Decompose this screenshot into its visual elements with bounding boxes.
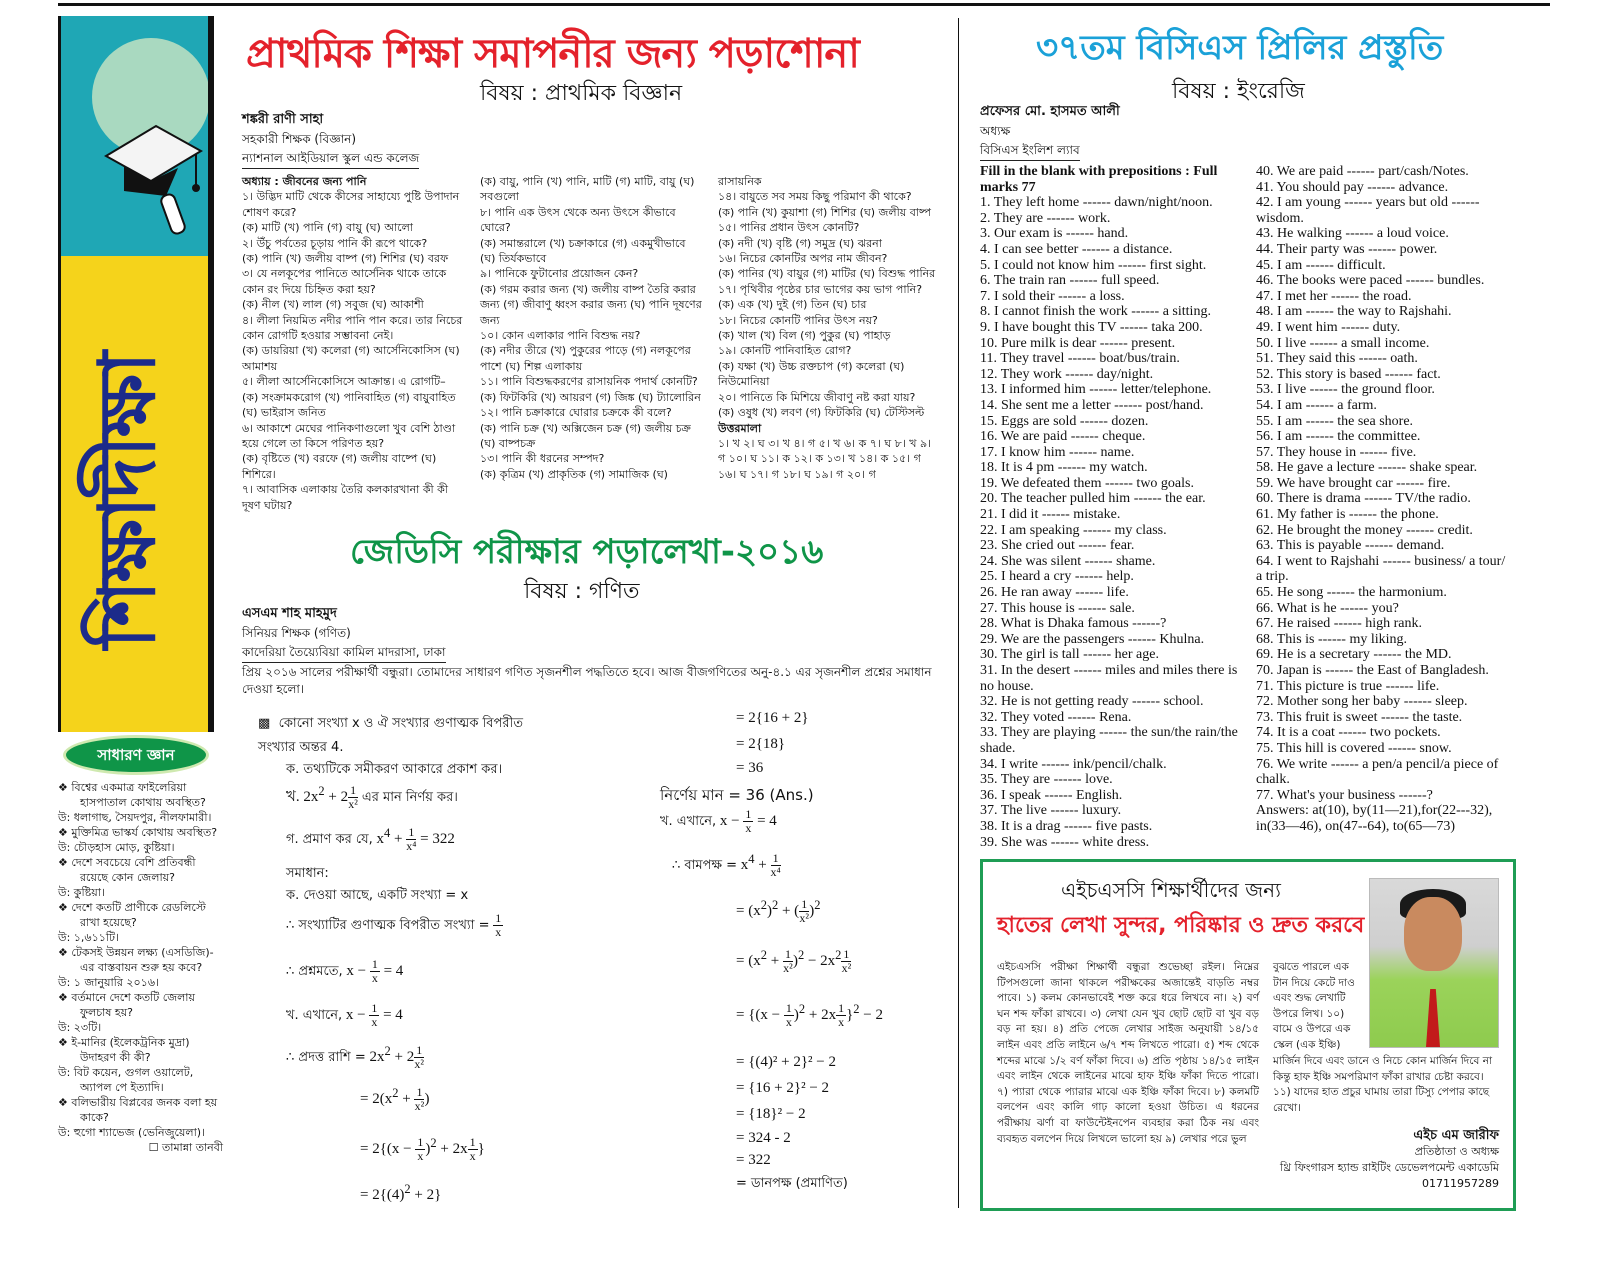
exercise-item: 4. I can see better ------ a distance. xyxy=(980,241,1173,257)
exercise-item: 12. They work ------ day/night. xyxy=(980,366,1154,382)
question: ১৮। নিচের কোনটি পানির উৎস নয়? xyxy=(718,313,878,327)
options: (ক) খাল (খ) বিল (গ) পুকুর (ঘ) পাহাড় xyxy=(718,329,891,343)
author-title: সিনিয়র শিক্ষক (গণিত) xyxy=(242,626,351,640)
exercise-item: 21. I did it ------ mistake. xyxy=(980,507,1121,523)
options: (ক) কৃত্রিম (খ) প্রাকৃতিক (গ) সামাজিক (ঘ) xyxy=(480,467,668,481)
exercise-item: 48. I am ------ the way to Rajshahi. xyxy=(1256,304,1452,320)
bcs-column-2 xyxy=(1256,164,1514,835)
question-stem-2: সংখ্যার অন্তর 4. xyxy=(258,740,344,755)
gk-answer: উ: ধলাগাছ, সৈয়দপুর, নীলফামারী। xyxy=(58,811,212,824)
exercise-item: 14. She sent me a letter ------ post/hand. xyxy=(980,397,1204,413)
result-step: = 322 xyxy=(736,1152,771,1168)
masthead-left-rule xyxy=(58,16,61,732)
question: ৭। আবাসিক এলাকায় তৈরি কলকারখানা কী কী দূষণ ঘটায়? xyxy=(242,483,449,512)
result-proved: = ডানপক্ষ (প্রমাণিত) xyxy=(736,1176,848,1191)
exercise-item: Answers: at(10), by(11—21),for(22---32), in(33—46), on(47--64), to(65—73) xyxy=(1256,803,1493,834)
exercise-item: 26. He ran away ------ life. xyxy=(980,585,1129,601)
solution-label: সমাধান: xyxy=(286,866,329,881)
question-stem: ▩ কোনো সংখ্যা x ও ঐ সংখ্যার গুণাত্মক বিপরীত xyxy=(258,716,523,731)
question-ka: ক. তথ্যটিকে সমীকরণ আকারে প্রকাশ কর। xyxy=(286,762,503,777)
question: ৫। লীলা আর্সেনিকোসিসে আক্রান্ত। এ রোগটি– (ক) সংক্রামকরোগ (খ) পানিবাহিত (গ) বায়ুবাহিত (ঘ) ভাইরাস জনিত xyxy=(242,375,456,420)
top-rule xyxy=(58,3,1550,6)
result-answer: নির্ণেয় মান = 36 (Ans.) xyxy=(660,786,814,804)
exercise-item: 38. It is a drag ------ five pasts. xyxy=(980,818,1153,834)
author-institution: ন্যাশনাল আইডিয়াল স্কুল এন্ড কলেজ xyxy=(242,150,419,169)
question: ৮। পানি এক উৎস থেকে অন্য উৎসে কীভাবে ঘোরে? xyxy=(480,205,676,235)
options: (ক) পানির (খ) বায়ুর (গ) মাটির (ঘ) বিশুদ্ধ পানির xyxy=(718,267,936,281)
exercise-title: Fill in the blank with prepositions : Full marks 77 xyxy=(980,164,1218,195)
exercise-item: 71. This picture is true ------ life. xyxy=(1256,678,1440,694)
solution-step: = 2{(x − $\frac{1}{x}$ )$^2$ + 2x $\frac{1}{x}$ } xyxy=(360,1135,485,1164)
exercise-item: 11. They travel ------ boat/bus/train. xyxy=(980,351,1180,367)
exercise-item: 7. I sold their ------ a loss. xyxy=(980,288,1125,304)
exercise-item: 58. He gave a lecture ------ shake spear. xyxy=(1256,460,1478,476)
exercise-item: 37. The live ------ luxury. xyxy=(980,803,1122,819)
question: ৬। আকাশে মেঘের পানিকণাগুলো খুব বেশি ঠাণ্ডা হয়ে গেলে তা কিসে পরিণত হয়? xyxy=(242,421,456,450)
ad-title: হাতের লেখা সুন্দর, পরিষ্কার ও দ্রুত করবে xyxy=(997,913,1365,938)
author-institution: থ্রি ফিংগারস হ্যান্ড রাইটিং ডেভেলপমেন্ট একাডেমি xyxy=(1280,1161,1499,1174)
options: (ক) বৃষ্টিতে (খ) বরফে (গ) জলীয় বাষ্পে (ঘ) শিশিরে। xyxy=(242,452,437,481)
exercise-item: 5. I could not know him ------ first sight. xyxy=(980,257,1207,273)
exercise-items xyxy=(980,195,1242,850)
gk-question: ❖ বিশ্বের একমাত্র ফাইলেরিয়া হাসপাতাল কোথায় অবস্থিত? xyxy=(58,781,206,809)
exercise-item: 27. This house is ------ sale. xyxy=(980,600,1135,616)
question: ২। উঁচু পর্বতের চূড়ায় পানি কী রূপে থাকে? xyxy=(242,236,428,250)
exercise-item: 53. I live ------ the ground floor. xyxy=(1256,382,1435,398)
solution-expression: ∴ প্রদত্ত রাশি = $2x^2 + 2$ $\frac{1}{\text{x²}}$ xyxy=(286,1043,424,1072)
exercise-item: 70. Japan is ------ the East of Bangladesh. xyxy=(1256,663,1489,678)
exercise-item: 55. I am ------ the sea shore. xyxy=(1256,413,1414,429)
question: ১২। পানি চক্রাকারে ঘোরার চক্রকে কী বলে? xyxy=(480,406,672,420)
handwriting-ad-box xyxy=(980,859,1516,1211)
exercise-item: 8. I cannot finish the work ------ a sitting. xyxy=(980,304,1211,320)
exercise-item: 50. I live ------ a small income. xyxy=(1256,335,1430,351)
options: (ক) বায়ু, পানি (খ) পানি, মাটি (গ) মাটি, বায়ু (ঘ) সবগুলো xyxy=(480,175,695,204)
exercise-item: 44. Their party was ------ power. xyxy=(1256,241,1438,257)
exercise-item: 16. We are paid ------ cheque. xyxy=(980,429,1146,445)
options: (ক) পানি (খ) জলীয় বাষ্প (গ) শিশির (ঘ) বরফ xyxy=(242,252,449,266)
solution-reciprocal: ∴ সংখ্যাটির গুণাত্মক বিপরীত সংখ্যা = $\frac{1}{x}$ xyxy=(286,911,502,939)
options: (ক) পানি চক্র (খ) অক্সিজেন চক্র (গ) জলীয় চক্র (ঘ) বাষ্পচক্র xyxy=(480,421,691,450)
exercise-item: 13. I informed him ------ letter/telephone. xyxy=(980,382,1212,398)
gk-answer: উ: চৌড়হাস মোড়, কুষ্টিয়া। xyxy=(58,841,175,854)
result-step: = {16 + 2}² − 2 xyxy=(736,1080,830,1096)
gk-question: ❖ দেশে সবচেয়ে বেশি প্রতিবন্ধী রয়েছে কোন জেলায়? xyxy=(58,856,196,884)
question: ১। উদ্ভিদ মাটি থেকে কীসের সাহায্যে পুষ্টি উপাদান শোষণ করে? xyxy=(242,190,460,219)
exercise-item: 67. He raised ------ high rank. xyxy=(1256,616,1422,632)
primary-column-2 xyxy=(480,174,702,482)
result-step: = 324 - 2 xyxy=(736,1130,791,1146)
options: (ক) গরম করার জন্য (খ) জলীয় বাষ্প তৈরি করার জন্য (গ) জীবাণু ধ্বংস করার জন্য (ঘ) পানি দূষণের জন্য xyxy=(480,282,702,327)
question: ১৯। কোনটি পানিবাহিত রোগ? xyxy=(718,344,852,358)
author-name: শঙ্করী রাণী সাহা xyxy=(242,112,324,127)
gk-answer: উ: ১ জানুয়ারি ২০১৬। xyxy=(58,976,159,989)
bcs-heading: ৩৭তম বিসিএস প্রিলির প্রস্তুতি xyxy=(1036,28,1444,68)
exercise-item: 1. They left home ------ dawn/night/noon. xyxy=(980,195,1213,211)
square-bullet-icon: ▩ xyxy=(258,716,271,731)
exercise-item: 23. She cried out ------ fear. xyxy=(980,538,1135,554)
question: ১৬। নিচের কোনটির অপর নাম জীবন? xyxy=(718,252,888,266)
gk-credit: ☐ তামান্না তানবী xyxy=(148,1141,223,1154)
question: ৪। লীলা নিয়মিত নদীর পানি পান করে। তার নিচের কোন রোগটি হওয়ার সম্ভাবনা নেই। xyxy=(242,313,463,343)
exercise-item: 10. Pure milk is dear ------ present. xyxy=(980,335,1176,351)
author-title: অধ্যক্ষ xyxy=(980,124,1011,138)
answer-key-title: উত্তরমালা xyxy=(718,421,762,435)
exercise-item: 32. They voted ------ Rena. xyxy=(980,709,1132,725)
exercise-item: 40. We are paid ------ part/cash/Notes. xyxy=(1256,164,1469,179)
exercise-item: 57. They house in ------ five. xyxy=(1256,444,1417,460)
masthead-banner xyxy=(58,16,224,732)
exercise-item: 54. I am ------ a farm. xyxy=(1256,397,1377,413)
exercise-item: 15. Eggs are sold ------ dozen. xyxy=(980,413,1149,429)
question: ৩। যে নলকূপের পানিতে আর্সেনিক থাকে তাকে কোন রং দিয়ে চিহ্নিত করা হয়? xyxy=(242,267,447,296)
exercise-item: 33. They are playing ------ the sun/the rain/the shade. xyxy=(980,725,1238,756)
graduation-cap-icon xyxy=(96,96,206,236)
exercise-item: 39. She was ------ white dress. xyxy=(980,834,1150,850)
exercise-item: 2. They are ------ work. xyxy=(980,210,1111,226)
solution-step: = $2\{(4)^2 + 2\}$ xyxy=(360,1182,442,1203)
exercise-item: 56. I am ------ the committee. xyxy=(1256,429,1421,445)
exercise-items xyxy=(1256,164,1514,835)
exercise-item: 62. He brought the money ------ credit. xyxy=(1256,522,1473,538)
author-name: প্রফেসর মো. হাসমত আলী xyxy=(980,104,1120,119)
jdc-heading: জেডিসি পরীক্ষার পড়ালেখা-২০১৬ xyxy=(350,532,824,572)
question: ১১। পানি বিশুদ্ধকরণের রাসায়নিক পদার্থ কোনটি? xyxy=(480,375,698,389)
gk-question: ❖ ই-মানির (ইলেকট্রনিক মুদ্রা) উদাহরণ কী কী? xyxy=(58,1036,190,1064)
options: (ক) পানি (খ) কুয়াশা (গ) শিশির (ঘ) জলীয় বাষ্প xyxy=(718,205,931,219)
exercise-item: 22. I am speaking ------ my class. xyxy=(980,522,1167,538)
primary-heading: প্রাথমিক শিক্ষা সমাপনীর জন্য পড়াশোনা xyxy=(246,31,859,77)
solution-kha: খ. এখানে, x − $\frac{1}{x}$ = 4 xyxy=(286,1001,403,1029)
gk-answer: উ: ১,৬১১টি। xyxy=(58,931,119,944)
exercise-item: 72. Mother song her baby ------ sleep. xyxy=(1256,694,1468,710)
result-step: = 2{18} xyxy=(736,736,786,752)
gk-question: ❖ দেশে কতটি প্রাণীকে রেডলিস্টে রাখা হয়েছে? xyxy=(58,901,206,929)
question: ১৫। পানির প্রধান উৎস কোনটি? xyxy=(718,221,860,235)
exercise-item: 60. There is drama ------ TV/the radio. xyxy=(1256,491,1471,507)
options: (ক) নদীর তীরে (খ) পুকুরের পাড়ে (গ) নলকূপের পাশে (ঘ) শিল্প এলাকায় xyxy=(480,344,691,373)
author-title: প্রতিষ্ঠাতা ও অধ্যক্ষ xyxy=(1414,1145,1499,1158)
primary-subject: বিষয় : প্রাথমিক বিজ্ঞান xyxy=(480,81,683,106)
exercise-item: 25. I heard a cry ------ help. xyxy=(980,569,1134,585)
result-lhs: ∴ বামপক্ষ = $x^4$ + $\frac{1}{\text{x⁴}}$ xyxy=(672,851,781,880)
exercise-item: 9. I have bought this TV ------ taka 200. xyxy=(980,319,1203,335)
exercise-item: 69. He is a secretary ------ the MD. xyxy=(1256,647,1452,663)
chapter-title: অধ্যায় : জীবনের জন্য পানি xyxy=(242,175,367,188)
exercise-item: 76. We write ------ a pen/a pencil/a piece of chalk. xyxy=(1256,756,1499,788)
ad-body-right-bottom: মার্জিন দিবে এবং ডানে ও নিচে কোন মার্জিন দিবে না কিন্তু হাফ ইঞ্চি সমপরিমাণ ফাঁকা রাখার চেষ্টা করবে। ১১) যাদের হাত প্রচুর ঘামায় তারা টিস্যু পেপার কাছে রেখো। xyxy=(1273,1055,1493,1114)
result-step: = 2{16 + 2} xyxy=(736,710,809,726)
options: (ক) ওষুধ (খ) লবণ (গ) ফিটকিরি (ঘ) টেস্টিসল্ট xyxy=(718,406,925,420)
result-step: = 36 xyxy=(736,760,764,776)
masthead-title: শিক্ষাদীক্ষা xyxy=(83,353,173,649)
options: (ক) ডায়রিয়া (খ) কলেরা (গ) আর্সেনিকোসিস (ঘ) আমাশয় xyxy=(242,344,460,373)
gk-answer: উ: হুগো শ্যাভেজ (ভেনিজুয়েলা)। xyxy=(58,1126,205,1139)
exercise-item: 29. We are the passengers ------ Khulna. xyxy=(980,631,1205,647)
bcs-subject: বিষয় : ইংরেজি xyxy=(1172,79,1305,104)
jdc-subject: বিষয় : গণিত xyxy=(524,579,640,604)
result-step: = {(x − $\frac{1}{x}$ )$^2$ + 2x $\frac{1}{x}$ }$^2$ − 2 xyxy=(736,1001,884,1030)
exercise-item: 77. What's your business ------? xyxy=(1256,787,1433,803)
exercise-item: 75. This hill is covered ------ snow. xyxy=(1256,740,1452,756)
bcs-column-1 xyxy=(980,164,1242,850)
options: (ক) যক্ষা (খ) উচ্চ রক্তচাপ (গ) কলেরা (ঘ) নিউমোনিয়া xyxy=(718,359,905,389)
exercise-item: 30. The girl is tall ------ her age. xyxy=(980,647,1159,663)
question: ১৩। পানি কী ধরনের সম্পদ? xyxy=(480,452,605,466)
bcs-author xyxy=(980,102,1240,161)
options: (ক) এক (খ) দুই (গ) তিন (ঘ) চার xyxy=(718,298,867,312)
exercise-item: 66. What is he ------ you? xyxy=(1256,600,1399,616)
gk-question: ❖ বলিভারীয় বিপ্লবের জনক বলা হয় কাকে? xyxy=(58,1096,218,1124)
gk-question: ❖ টেকসই উন্নয়ন লক্ষ্য (এসডিজি)-এর বাস্তবায়ন শুরু হয় কবে? xyxy=(58,946,214,974)
question: ১০। কোন এলাকার পানি বিশুদ্ধ নয়? xyxy=(480,329,641,343)
result-step: = ($x^2$ + $\frac{1}{\text{x²}}$ )$^2 - 2x^2$ $\frac{1}{\text{x²}}$ xyxy=(736,947,852,976)
exercise-item: 34. I write ------ ink/pencil/chalk. xyxy=(980,756,1167,772)
result-step: = {(4)² + 2}² − 2 xyxy=(736,1054,837,1070)
question: ১৪। বায়ুতে সব সময় কিছু পরিমাণ কী থাকে? xyxy=(718,190,912,204)
question: ২০। পানিতে কি মিশিয়ে জীবাণু নষ্ট করা যায়? xyxy=(718,390,916,404)
author-photo xyxy=(1369,878,1499,1048)
column-divider xyxy=(958,18,959,1208)
author-phone: 01711957289 xyxy=(1422,1177,1499,1190)
exercise-item: 45. I am ------ difficult. xyxy=(1256,257,1386,273)
exercise-item: 35. They are ------ love. xyxy=(980,772,1113,788)
question: ৯। পানিকে ফুটানোর প্রয়োজন কেন? xyxy=(480,267,639,281)
exercise-item: 42. I am young ------ years but old ------ wisdom. xyxy=(1256,195,1480,226)
author-institution: বিসিএস ইংলিশ ল্যাব xyxy=(980,142,1080,161)
gk-question: ❖ বর্তমানে দেশে কতটি জেলায় ফুলচাষ হয়? xyxy=(58,991,195,1019)
solution-equation: ∴ প্রশ্নমতে, x − $\frac{1}{x}$ = 4 xyxy=(286,957,404,985)
gk-badge: সাধারণ জ্ঞান xyxy=(66,738,206,772)
ad-heading: এইচএসসি শিক্ষার্থীদের জন্য xyxy=(1061,878,1281,902)
exercise-item: 49. I went him ------ duty. xyxy=(1256,319,1401,335)
exercise-item: 36. I speak ------ English. xyxy=(980,787,1123,803)
gk-question: ❖ মুক্তিমিত্র ভাস্কর্য কোথায় অবস্থিত? xyxy=(58,826,218,839)
result-step: = $(x^2)^2$ + ( $\frac{1}{\text{x²}}$ )$^2$ xyxy=(736,897,821,926)
options: (ক) ফিটকিরি (খ) আয়রণ (গ) জিঙ্ক (ঘ) ট্যালোরিন xyxy=(480,390,701,404)
exercise-item: 61. My father is ------ the phone. xyxy=(1256,507,1439,523)
exercise-item: 65. He song ------ the harmonium. xyxy=(1256,585,1447,601)
options: (ক) নীল (খ) লাল (গ) সবুজ (ঘ) আকাশী xyxy=(242,298,424,312)
result-kha: খ. এখানে, x − $\frac{1}{x}$ = 4 xyxy=(660,807,777,835)
exercise-item: 31. In the desert ------ miles and miles there is no house. xyxy=(980,663,1238,694)
options: রাসায়নিক xyxy=(718,175,762,188)
answer-key: ১। খ ২। ঘ ৩। খ ৪। গ ৫। খ ৬। ক ৭। ঘ ৮। খ ৯। গ ১০। ঘ ১১। ক ১২। ক ১৩। খ ১৪। ক ১৫। গ ১৬। ঘ ১৭। গ ১৮। ঘ ১৯। গ ২০। গ xyxy=(718,436,932,481)
exercise-item: 51. They said this ------ oath. xyxy=(1256,351,1418,367)
exercise-item: 63. This is payable ------ demand. xyxy=(1256,538,1445,554)
exercise-item: 59. We have brought car ------ fire. xyxy=(1256,475,1451,491)
result-step: = {18}² − 2 xyxy=(736,1106,806,1122)
primary-author xyxy=(242,110,502,169)
options: (ক) সমান্তরালে (খ) চক্রাকারে (গ) একমুখীভাবে (ঘ) তির্যকভাবে xyxy=(480,236,686,266)
question-ga: গ. প্রমাণ কর যে, $x^4$ + $\frac{1}{\text{x⁴}}$ = 322 xyxy=(286,825,455,854)
question: ১৭। পৃথিবীর পৃষ্ঠের চার ভাগের কয় ভাগ পানি? xyxy=(718,282,923,296)
author-name: এসএম শাহ মাহমুদ xyxy=(242,606,337,621)
exercise-item: 17. I know him ------ name. xyxy=(980,444,1135,460)
ad-author xyxy=(1280,1128,1499,1192)
exercise-item: 19. We defeated them ------ two goals. xyxy=(980,475,1194,491)
exercise-item: 3. Our exam is ------ hand. xyxy=(980,226,1129,242)
author-institution: কাদেরিয়া তৈয়্যেবিয়া কামিল মাদরাসা, ঢাকা xyxy=(242,644,446,663)
exercise-item: 41. You should pay ------ advance. xyxy=(1256,179,1449,195)
author-title: সহকারী শিক্ষক (বিজ্ঞান) xyxy=(242,132,357,146)
exercise-item: 74. It is a coat ------ two pockets. xyxy=(1256,725,1441,741)
exercise-item: 68. This is ------ my liking. xyxy=(1256,631,1408,647)
jdc-author xyxy=(242,604,562,663)
primary-column-1 xyxy=(242,174,464,513)
exercise-item: 32. He is not getting ready ------ school. xyxy=(980,694,1204,710)
author-name: এইচ এম জারীফ xyxy=(1413,1128,1499,1143)
exercise-item: 28. What is Dhaka famous ------? xyxy=(980,616,1167,632)
question-kha: খ. $2x^2 + 2$ $\frac{1}{\text{x²}}$ এর মান নির্ণয় কর। xyxy=(286,783,458,812)
exercise-item: 20. The teacher pulled him ------ the ear. xyxy=(980,491,1206,507)
solution-ka: ক. দেওয়া আছে, একটি সংখ্যা = x xyxy=(286,888,469,903)
masthead-right-rule xyxy=(208,16,214,732)
ad-body-left: এইচএসসি পরীক্ষা শিক্ষার্থী বন্ধুরা শুভেচ্ছা রইল। নিম্নের টিপসগুলো জানা থাকলে পরীক্ষকের অজান্তেই বাড়তি নম্বর পাবে। ১) কলম কোনভাবেই শক্ত করে ধরে লিখবে না। ২) বর্ণ ঘন শব্দ ফাঁকা রাখবে। ৩) লেখা যেন খুব ছোট ছোট বা খুব বড় বড় না হয়। ৪) প্রতি পেজে লেখার সাইজ অনুযায়ী ১৪/১৫ লাইন এবং প্রতি লাইনে ৬/৭ শব্দ লিখতে পারো। ৫) শব্দ থেকে শব্দের মাঝে ১/২ বর্ণ ফাঁকা দিবে। ৬) প্রতি পৃষ্ঠায় ১৪/১৫ লাইন এবং লাইন থেকে লাইনের মাঝে হাফ ইঞ্চি ফাঁকা দিতে পারো। ৭) প্যারা থেকে প্যারার মাঝে এক ইঞ্চি ফাঁকা দিবে। ৮) কলমটি বলপেন এবং কালি গাঢ় কালো হওয়া উচিত। এ ধরনের পরীক্ষায় ঝর্ণা বা ফাউন্টেইনপেন ব্যবহার করা ঠিক নয় এবং ব্যবহৃত বলপেন দিয়ে লিখলে ভালো হয় ৯) লেখার পরে ভুল xyxy=(997,961,1259,1145)
options: (ক) নদী (খ) বৃষ্টি (গ) সমুদ্র (ঘ) ঝরনা xyxy=(718,236,882,250)
exercise-item: 52. This story is based ------ fact. xyxy=(1256,366,1441,382)
gk-answer: উ: কুষ্টিয়া। xyxy=(58,886,105,899)
options: (ক) মাটি (খ) পানি (গ) বায়ু (ঘ) আলো xyxy=(242,221,413,235)
exercise-item: 43. He walking ------ a loud voice. xyxy=(1256,226,1449,242)
solution-step: = $2(x^2$ + $\frac{1}{\text{x²}}$ ) xyxy=(360,1085,430,1114)
exercise-item: 24. She was silent ------ shame. xyxy=(980,553,1156,569)
gk-answer: উ: ২৩টি। xyxy=(58,1021,102,1034)
exercise-item: 73. This fruit is sweet ------ the taste. xyxy=(1256,709,1463,725)
exercise-item: 18. It is 4 pm ------ my watch. xyxy=(980,460,1148,476)
exercise-item: 6. The train ran ------ full speed. xyxy=(980,273,1160,289)
primary-column-3 xyxy=(718,174,940,482)
jdc-intro: প্রিয় ২০১৬ সালের পরীক্ষার্থী বন্ধুরা। তোমাদের সাধারণ গণিত সৃজনশীল পদ্ধতিতে হবে। আজ বীজগণিতের অনু-৪.১ এর সৃজনশীল প্রশ্নের সমাধান দেওয়া হলো। xyxy=(242,665,932,696)
exercise-item: 47. I met her ------ the road. xyxy=(1256,288,1412,304)
exercise-item: 46. The books were paced ------ bundles. xyxy=(1256,273,1485,289)
ad-body-right-top: বুঝতে পারলে এক টান দিয়ে কেটে দাও এবং শুদ্ধ লেখাটি উপরে লিখ। ১০) বামে ও উপরে এক স্কেল (এক ইঞ্চি) xyxy=(1273,961,1355,1051)
gk-answer: উ: বিট কয়েন, গুগল ওয়ালেট, অ্যাপল পে ইত্যাদি। xyxy=(58,1066,194,1094)
exercise-item: 64. I went to Rajshahi ------ business/ a tour/ a trip. xyxy=(1256,553,1506,585)
gk-list xyxy=(58,780,223,1155)
